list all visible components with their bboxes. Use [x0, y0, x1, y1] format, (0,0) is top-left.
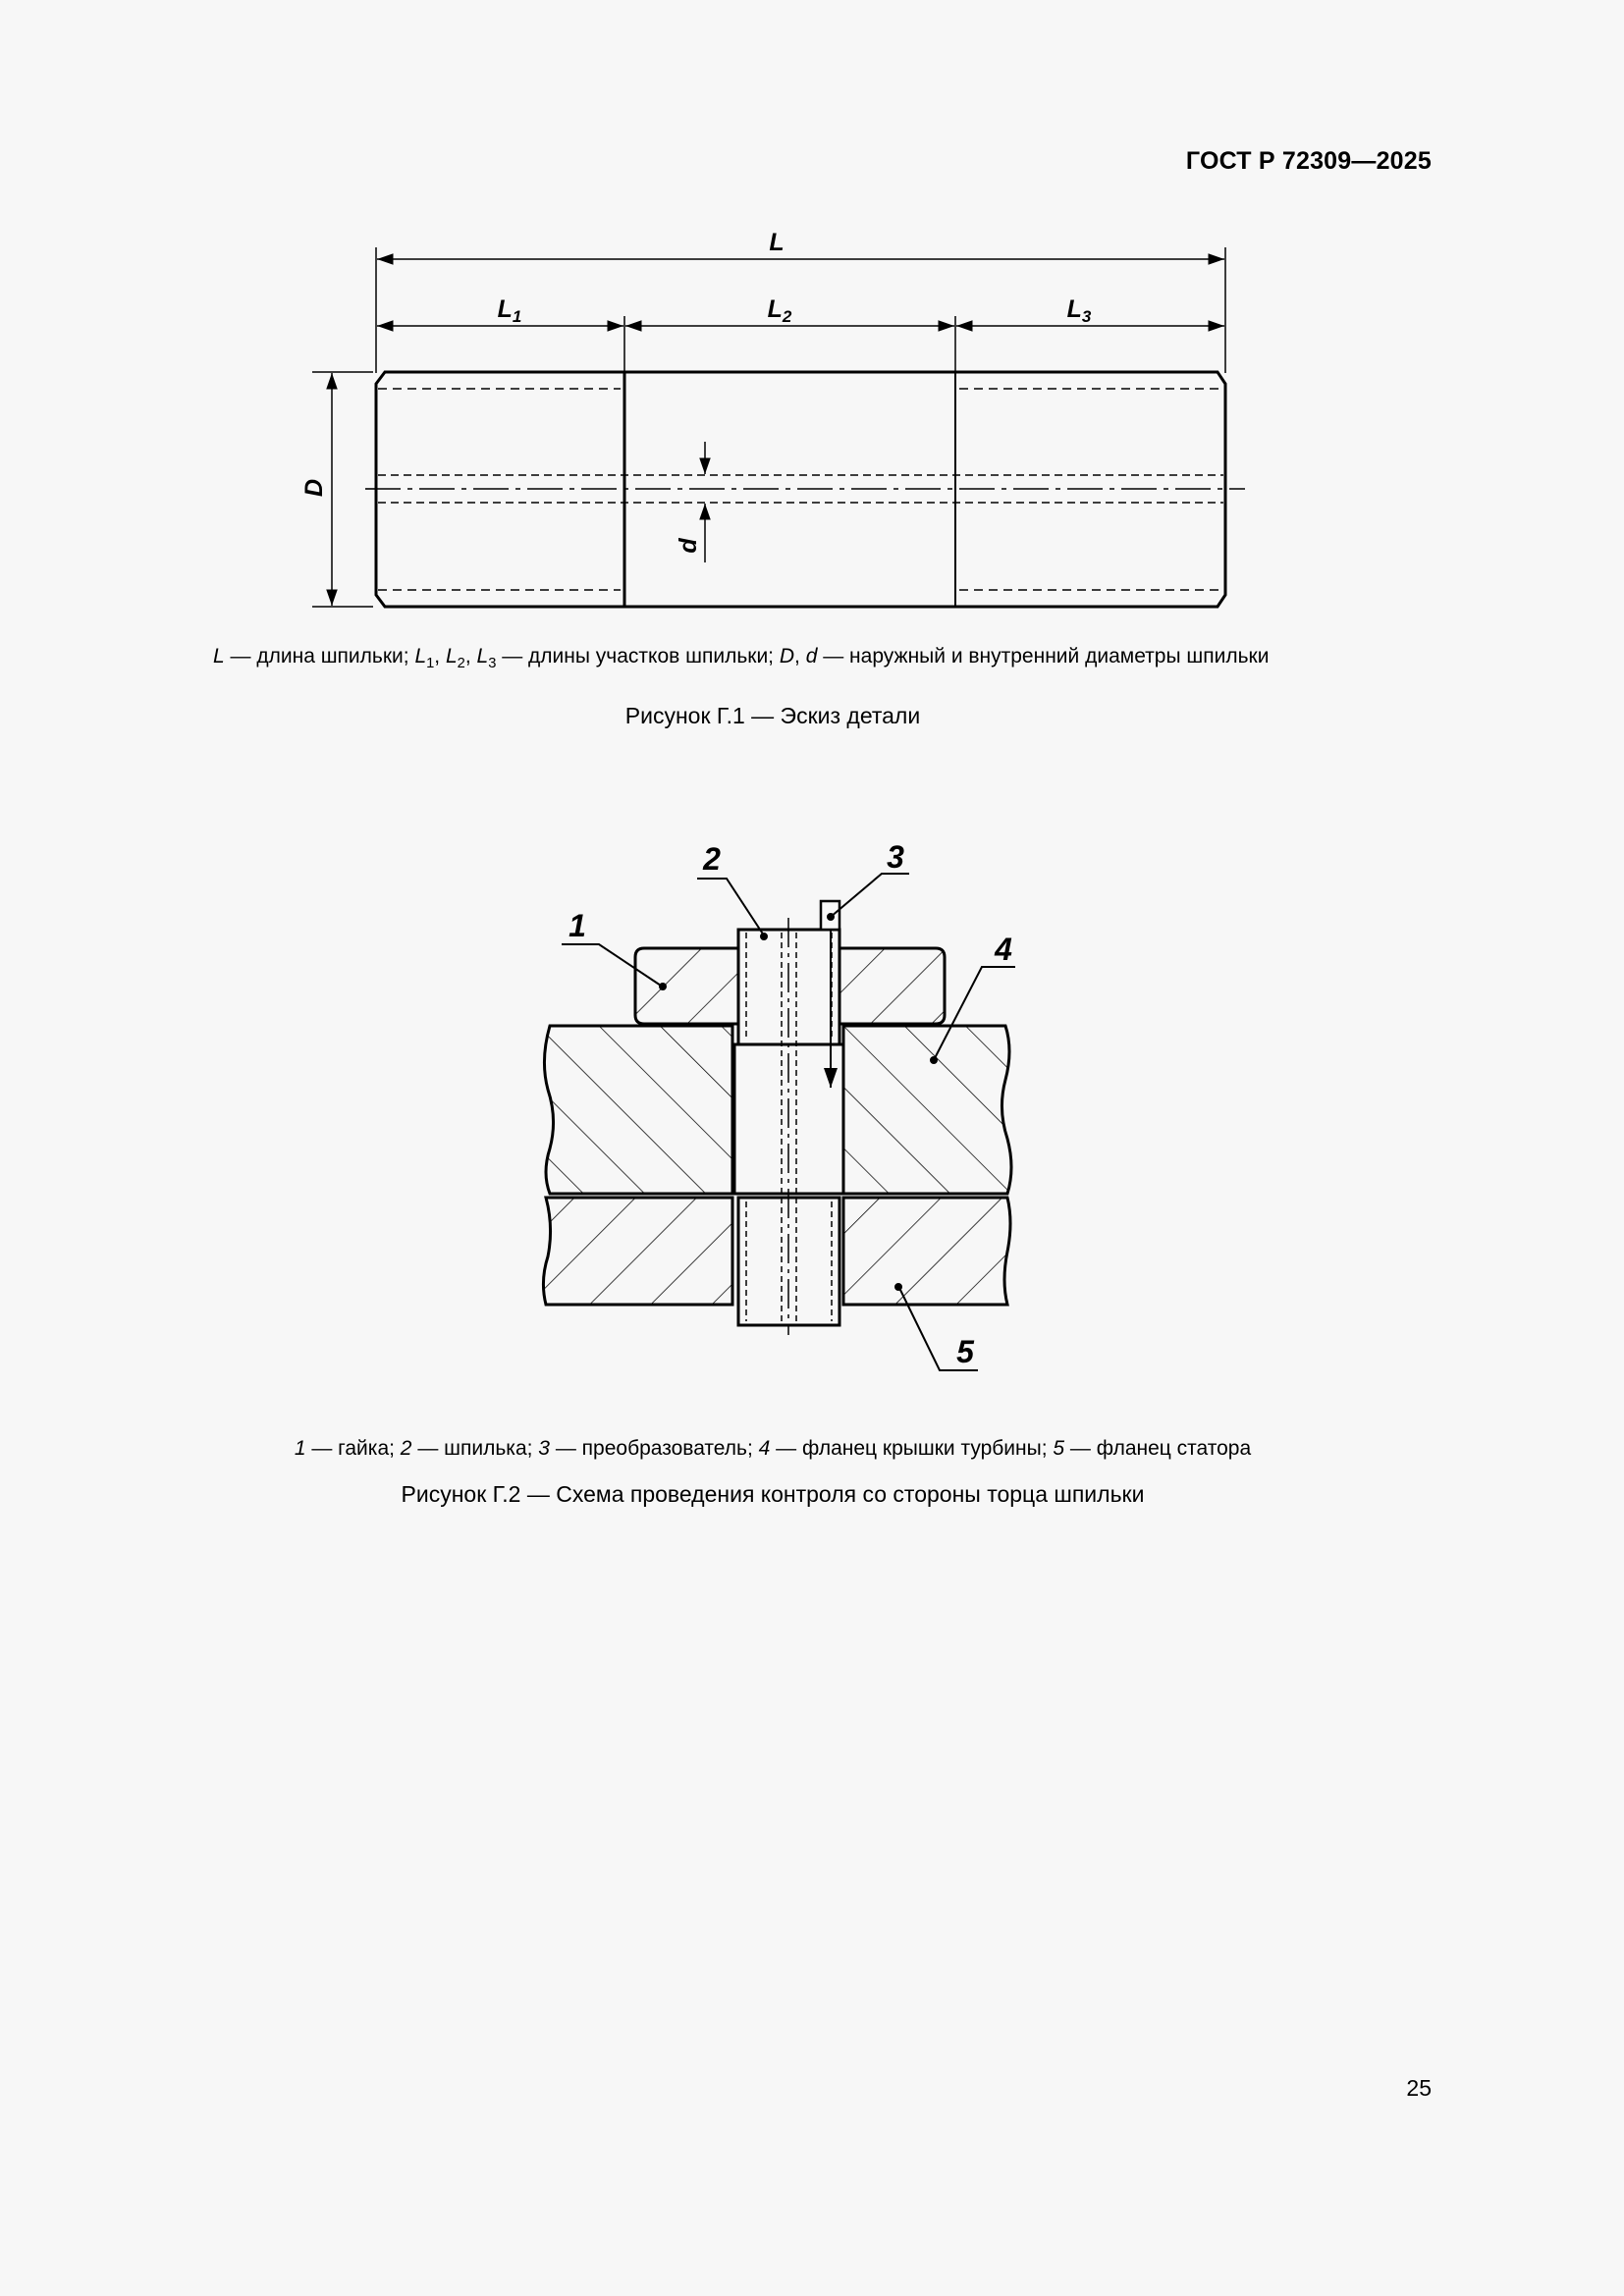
figure-1-legend: L — длина шпильки; $L_1$, $L_2$, $L_3$ — длины участков шпильки; D, d — наружный и внутренний диаметры шпильки: [213, 645, 1270, 672]
dim-label-L: L: [769, 229, 785, 256]
document-header: ГОСТ Р 72309—2025: [1185, 147, 1432, 175]
callout-1: 1: [568, 908, 586, 943]
dim-label-L1: $L_1$: [497, 295, 522, 326]
dim-label-L2: $L_2$: [767, 295, 792, 326]
callout-5: 5: [956, 1334, 974, 1369]
callout-4: 4: [995, 932, 1012, 967]
callout-2: 2: [703, 841, 721, 877]
stud-outline: [365, 372, 1245, 607]
figure-1-caption: Рисунок Г.1 — Эскиз детали: [624, 703, 921, 728]
stud: [734, 918, 843, 1335]
figure-2-caption: Рисунок Г.2 — Схема проведения контроля со стороны торца шпильки: [401, 1481, 1145, 1507]
dim-label-D: D: [300, 478, 328, 498]
dim-label-L3: $L_3$: [1066, 295, 1092, 326]
page-number: 25: [1406, 2075, 1432, 2101]
callout-3: 3: [887, 839, 904, 875]
figure-2-inspection-scheme: [0, 805, 1624, 1394]
figure-1-stud-sketch: [0, 0, 1624, 687]
figure-2-legend: 1 — гайка; 2 — шпилька; 3 — преобразователь; 4 — фланец крышки турбины; 5 — фланец статора: [294, 1437, 1252, 1460]
dim-label-d: d: [675, 538, 702, 554]
